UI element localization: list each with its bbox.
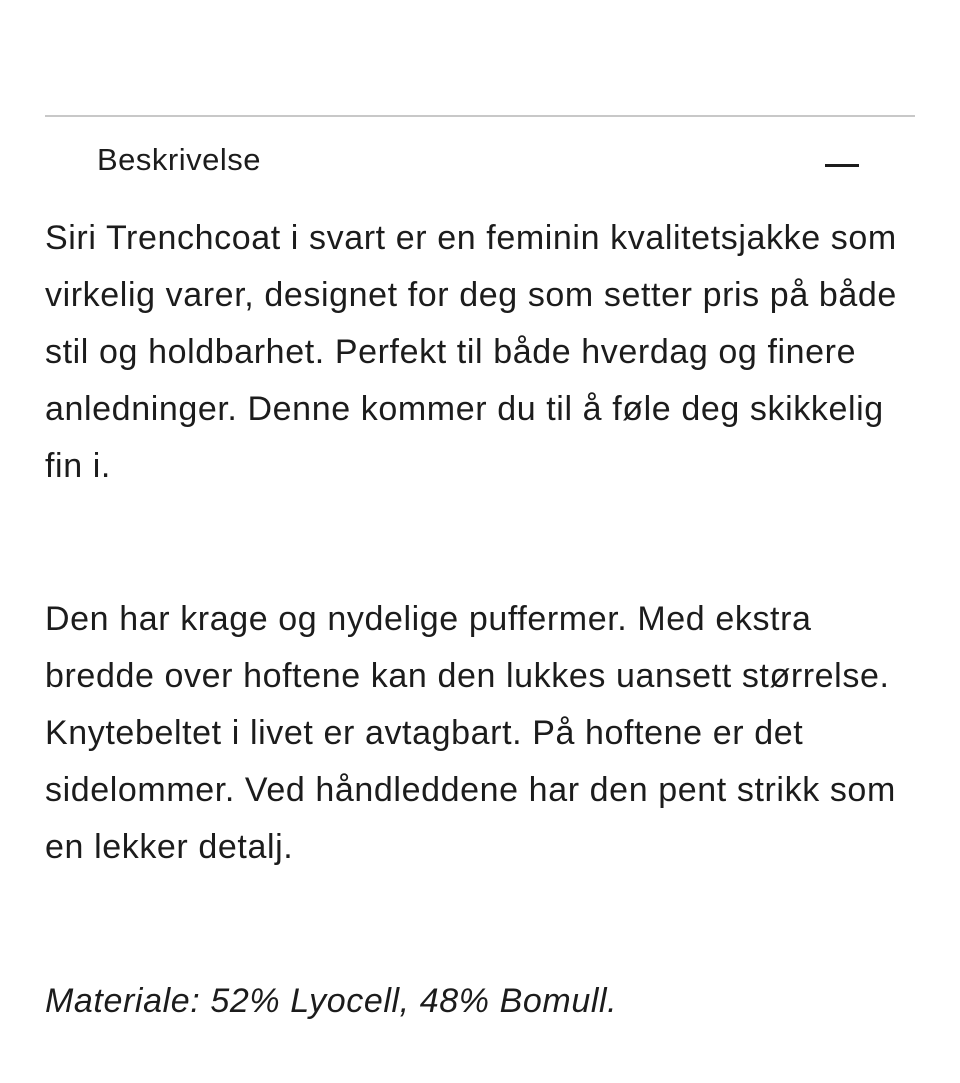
accordion-header-description[interactable] bbox=[45, 130, 915, 192]
description-paragraph: Den har krage og nydelige puffermer. Med ekstra bredde over hoftene kan den lukkes uansett størrelse. Knytebeltet i livet er avtagbart. På hoftene er det sidelommer. Ved håndleddene har den pent strikk som en lekker detalj. bbox=[45, 600, 896, 866]
description-paragraph: Siri Trenchcoat i svart er en feminin kvalitetsjakke som virkelig varer, designet for deg som setter pris på både stil og holdbarhet. Perfekt til både hverdag og finere anledninger. Denne kommer du til å føle deg skikkelig fin i. bbox=[45, 219, 897, 485]
material-composition: Materiale: 52% Lyocell, 48% Bomull. bbox=[45, 982, 618, 1020]
accordion-title: Beskrivelse bbox=[97, 142, 261, 177]
section-divider bbox=[45, 115, 915, 117]
minus-icon[interactable] bbox=[825, 164, 859, 167]
product-description bbox=[45, 210, 915, 1020]
